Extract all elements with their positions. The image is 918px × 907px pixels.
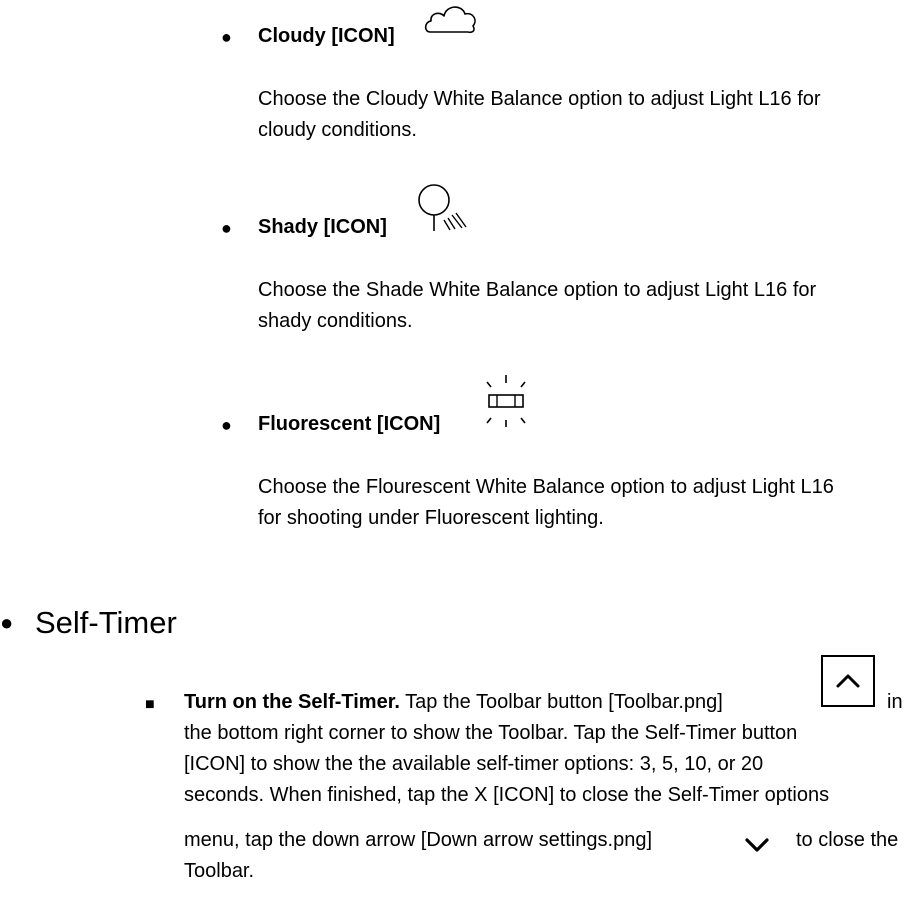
- list-bullet: ●: [221, 218, 232, 238]
- self-timer-line: [184, 687, 723, 718]
- self-timer-text: [ICON] to show the the available self-timer options: 3, 5, 10, or 20: [184, 753, 764, 775]
- wb-desc-line: Choose the Flourescent White Balance option to adjust Light L16: [258, 476, 834, 498]
- self-timer-text: Tap the Toolbar button [Toolbar.png]: [405, 691, 723, 713]
- section-title: Self-Timer: [35, 605, 177, 640]
- shade-icon: [417, 183, 469, 235]
- self-timer-text: menu, tap the down arrow [Down arrow settings.png]: [184, 829, 653, 851]
- fluorescent-icon: [482, 372, 530, 428]
- self-timer-text: seconds. When finished, tap the X [ICON] to close the Self-Timer options: [184, 784, 830, 806]
- self-timer-lead: Turn on the Self-Timer.: [184, 691, 400, 713]
- wb-desc-line: Choose the Cloudy White Balance option to adjust Light L16 for: [258, 88, 821, 110]
- self-timer-text: the bottom right corner to show the Toolbar. Tap the Self-Timer button: [184, 722, 798, 744]
- section-bullet: ●: [0, 610, 14, 635]
- wb-term-shady: Shady [ICON]: [258, 216, 387, 238]
- self-timer-text: to close the: [796, 829, 899, 851]
- cloud-icon: [424, 2, 478, 34]
- list-bullet: ●: [221, 415, 232, 435]
- toolbar-up-button[interactable]: [821, 655, 875, 707]
- wb-term-cloudy: Cloudy [ICON]: [258, 25, 395, 47]
- wb-desc-line: for shooting under Fluorescent lighting.: [258, 507, 604, 529]
- wb-desc-line: shady conditions.: [258, 310, 413, 332]
- self-timer-text: in: [887, 691, 903, 713]
- wb-desc-line: Choose the Shade White Balance option to adjust Light L16 for: [258, 279, 817, 301]
- wb-term-fluorescent: Fluorescent [ICON]: [258, 413, 441, 435]
- self-timer-text: Toolbar.: [184, 860, 255, 882]
- square-bullet: ■: [145, 696, 155, 713]
- wb-desc-line: cloudy conditions.: [258, 119, 417, 141]
- list-bullet: ●: [221, 27, 232, 47]
- chevron-down-icon[interactable]: [744, 837, 770, 853]
